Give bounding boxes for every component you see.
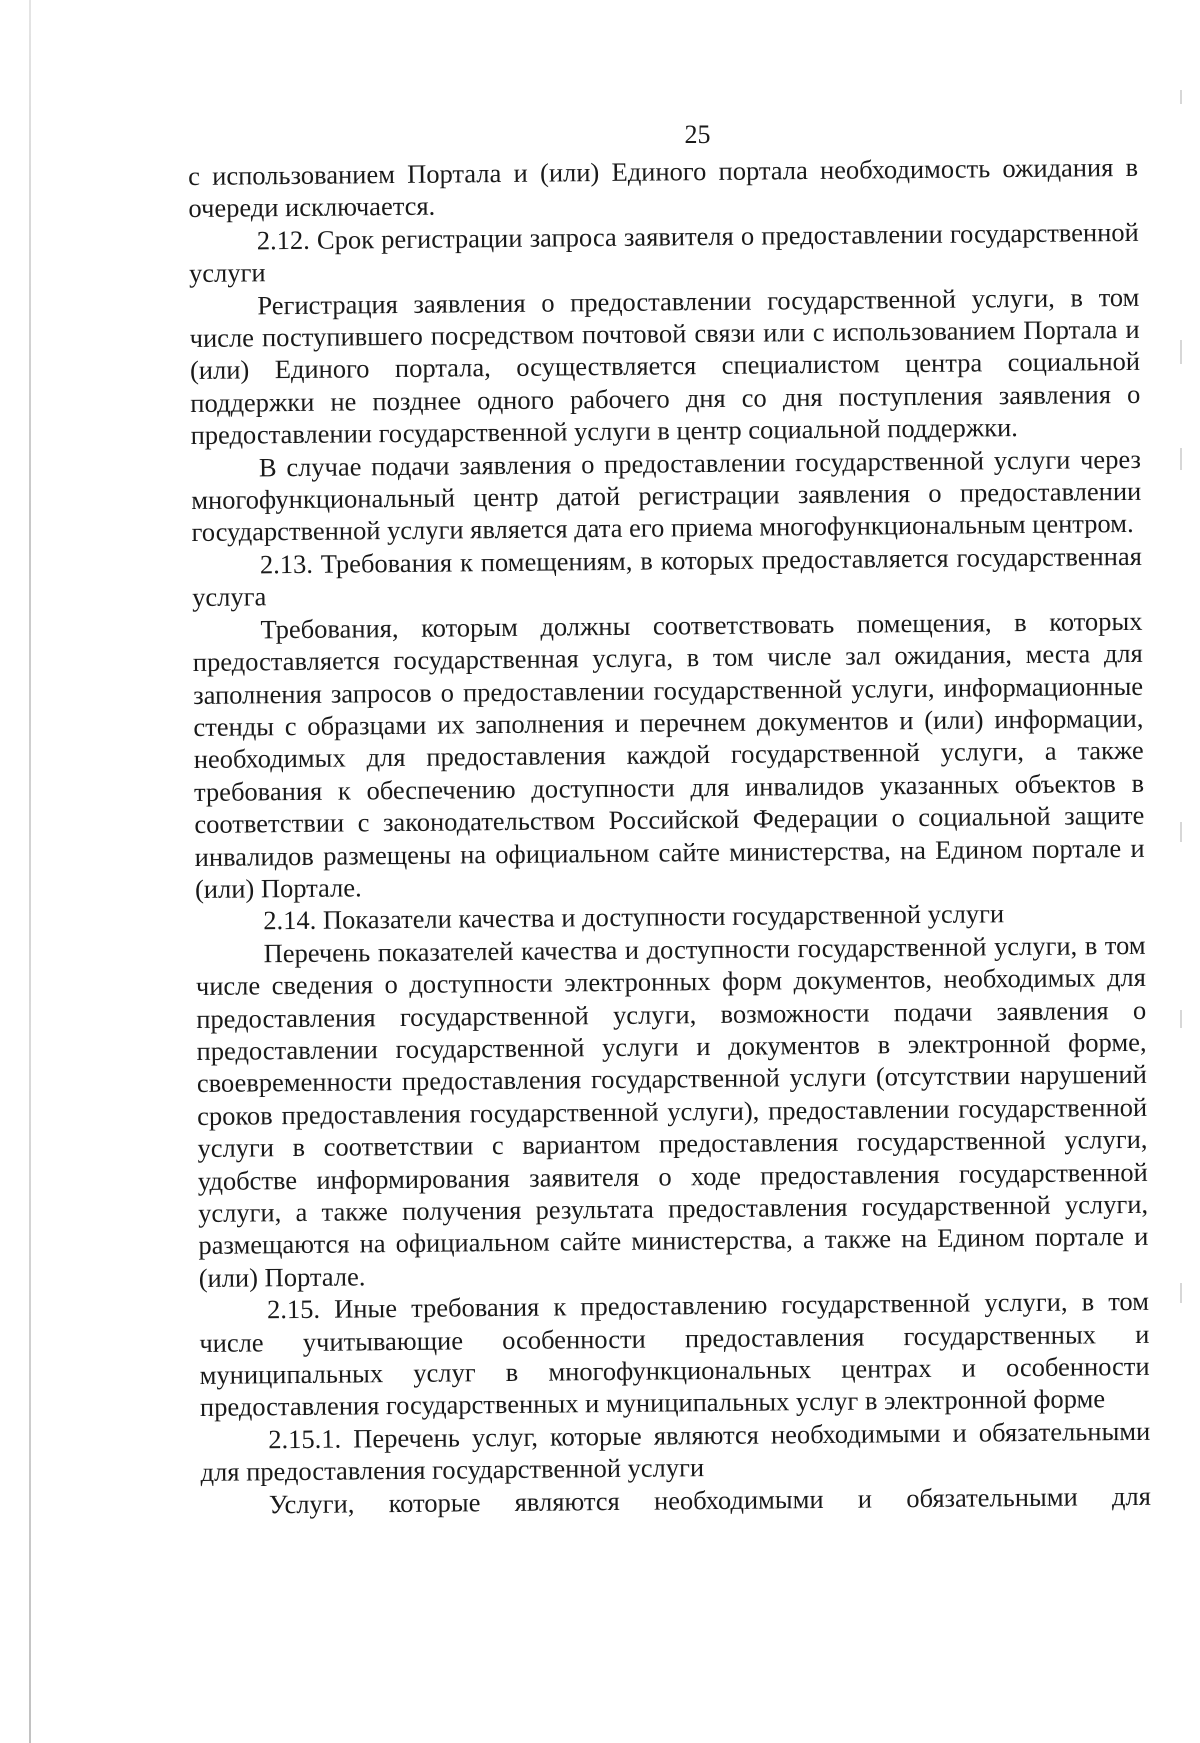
paragraph-quality-indicators: Перечень показателей качества и доступности государственной услуги, в том числе сведения о доступности электронных форм документов, необходимых для предоставления государственной услуги, возможности подачи заявления о предоставлении государственной услуги и документов в электронной форме, своевременности предоставления государственной услуги (отсутствии нарушений сроков предоставления государственной услуги), предоставлении государственной услуги в соответствии с вариантом предоставления государственной услуги, удобстве информирования заявителя о ходе предоставления государственной услуги, а также получения результата предоставления государственной услуги, размещаются на официальном сайте министерства, а также на Едином портале и (или) Портале. [195, 929, 1149, 1293]
paragraph-queue-note: с использованием Портала и (или) Единого портала необходимость ожидания в очереди исключается. [188, 151, 1139, 224]
scan-artifact [1180, 340, 1182, 364]
scan-artifact [1180, 90, 1182, 104]
paragraph-registration: Регистрация заявления о предоставлении государственной услуги, в том числе поступившего посредством почтовой связи или с использованием Портала и (или) Единого портала, осуществляется специалистом центра социальной поддержки не позднее одного рабочего дня со дня поступления заявления о предоставлении государственной услуги в центр социальной поддержки. [189, 281, 1141, 451]
paragraph-mfc-registration: В случае подачи заявления о предоставлении государственной услуги через многофункциональный центр датой регистрации заявления о предоставлении государственной услуги является дата его приема многофункциональным центром. [191, 443, 1142, 548]
heading-2-13: 2.13. Требования к помещениям, в которых предоставляется государственная услуга [192, 540, 1142, 613]
document-body [188, 151, 1151, 1521]
heading-2-15: 2.15. Иные требования к предоставлению государственной услуги, в том числе учитывающие особенности предоставления государственных и муниципальных услуг в многофункциональных центрах и особенности предоставления государственных и муниципальных услуг в электронной форме [199, 1286, 1150, 1423]
heading-2-12: 2.12. Срок регистрации запроса заявителя о предоставлении государственной услуги [188, 216, 1139, 289]
scan-artifact [1180, 448, 1182, 470]
paragraph-premises-requirements: Требования, которым должны соответствовать помещения, в которых предоставляется государственная услуга, в том числе зал ожидания, места для заполнения запросов о предоставлении государственной услуги, информационные стенды с образцами их заполнения и перечнем документов и (или) информации, необходимых для предоставления каждой государственной услуги, а также требования к обеспечению доступности для инвалидов указанных объектов в соответствии с законодательством Российской Федерации о социальной защите инвалидов размещены на официальном сайте министерства, на Едином портале и (или) Портале. [192, 605, 1145, 904]
page-number: 25 [684, 120, 711, 149]
scan-left-edge [29, 0, 31, 1743]
scan-artifact [1180, 1283, 1182, 1303]
heading-2-15-1: 2.15.1. Перечень услуг, которые являются необходимыми и обязательными для предоставления государственной услуги [200, 1415, 1151, 1488]
paragraph-required-services: Услуги, которые являются необходимыми и обязательными для [268, 1480, 1152, 1519]
heading-2-14: 2.14. Показатели качества и доступности государственной услуги [263, 898, 1005, 936]
scan-artifact [1180, 1010, 1182, 1028]
scan-artifact [1180, 822, 1182, 842]
